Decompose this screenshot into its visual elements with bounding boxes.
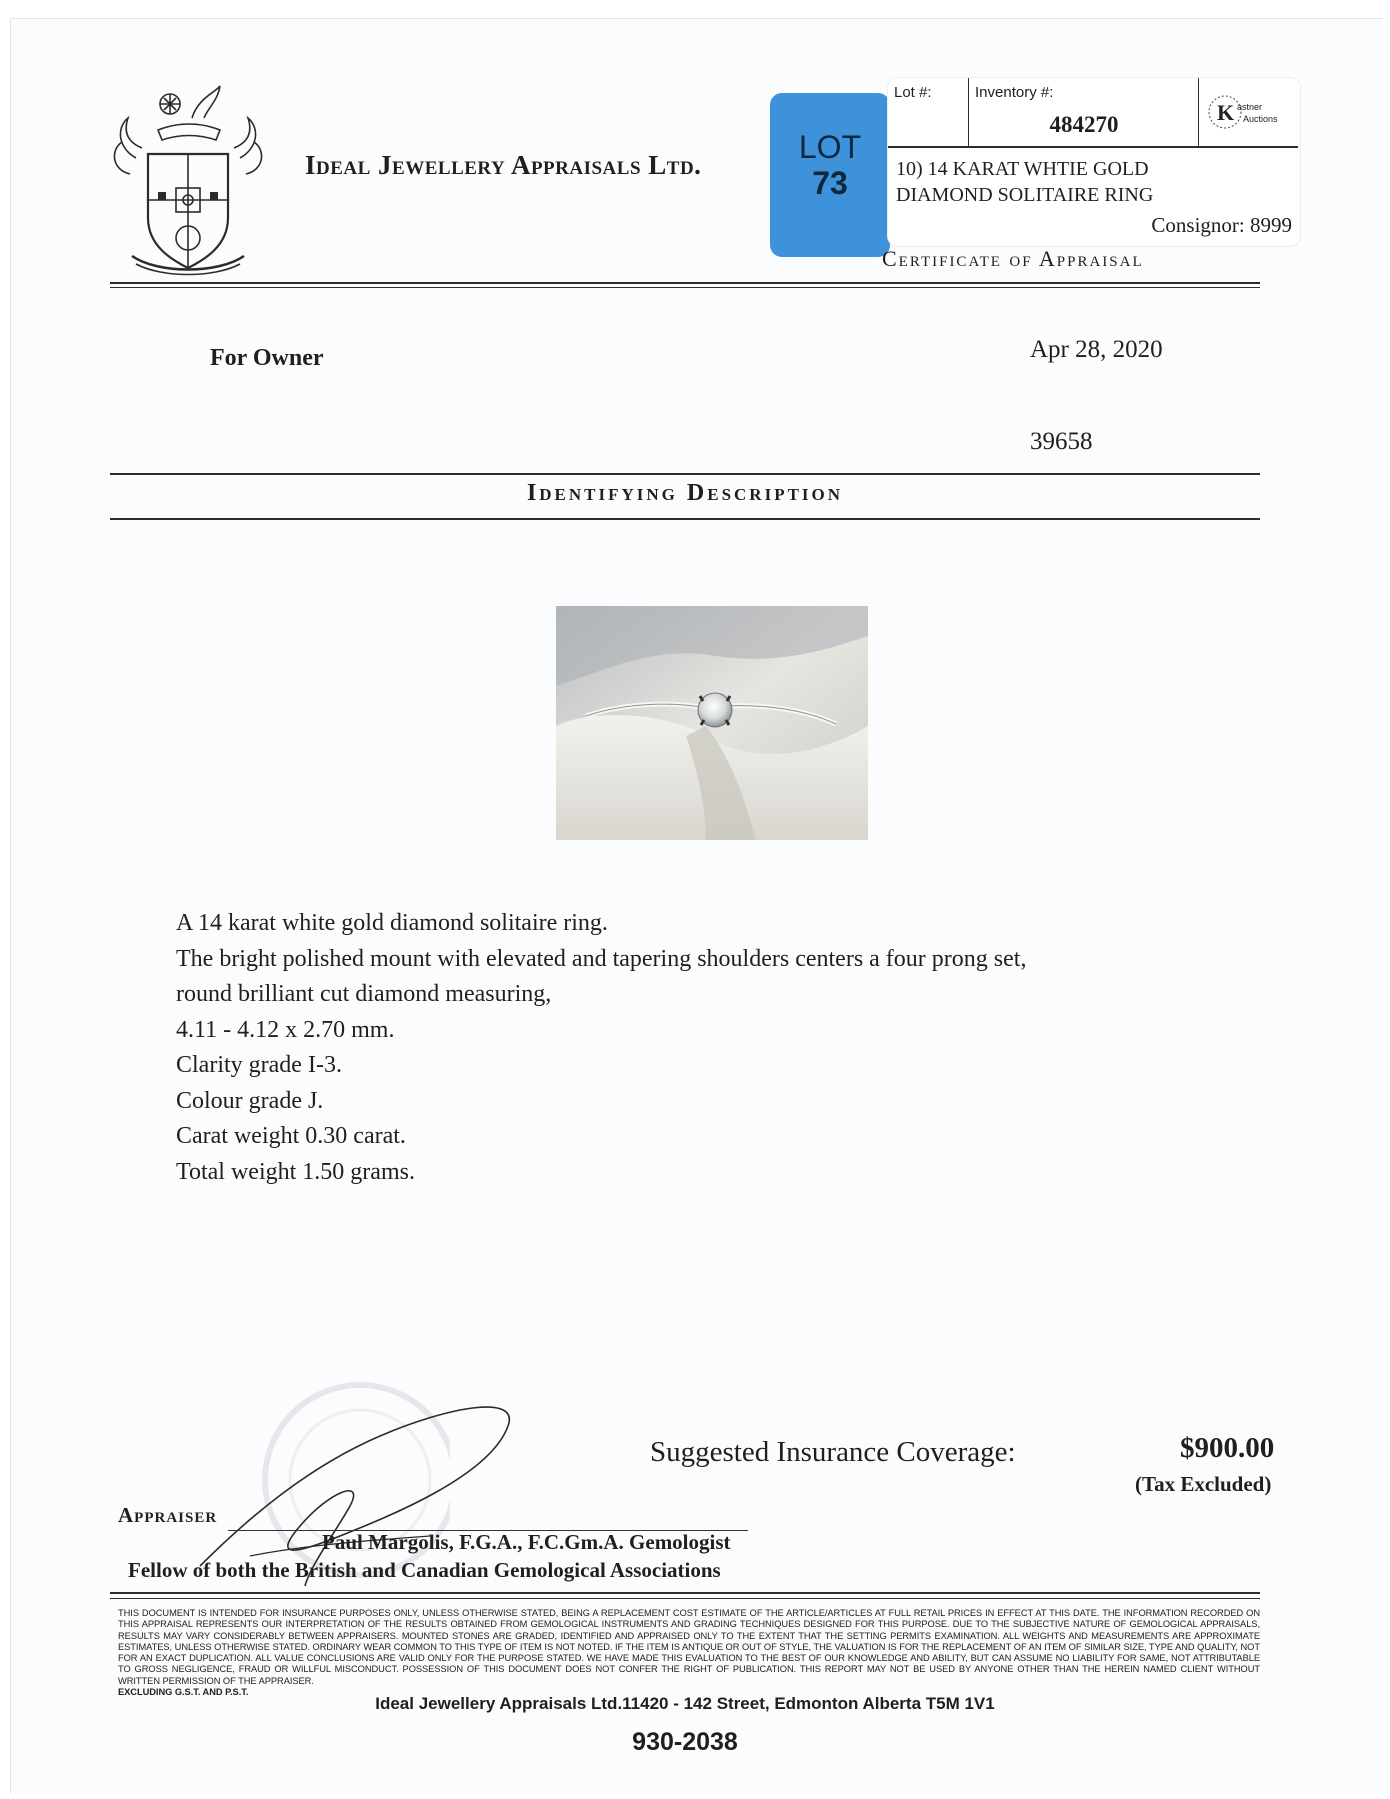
lot-badge xyxy=(770,93,890,257)
disclaimer-text: THIS DOCUMENT IS INTENDED FOR INSURANCE PURPOSES ONLY, UNLESS OTHERWISE STATED, BEING A REPLACEMENT COST ESTIMATE OF THE ARTICLE/ARTICLES AT FULL RETAIL PRICES IN EFFECT AT THIS DATE. THE INFORMATION RECORDED ON THIS APPRAISAL REPRESENTS OUR INTERPRETATION OF THE RESULTS OBTAINED FROM GEMOLOGICAL INSTRUMENTS AND GRADING TECHNIQUES DESIGNED FOR THIS PURPOSE. DUE TO THE SUBJECTIVE NATURE OF GEMOLOGICAL APPRAISALS, RESULTS MAY VARY CONSIDERABLY BETWEEN APPRAISERS. MOUNTED STONES ARE GRADED, IDENTIFIED AND APPRAISED ONLY TO THE EXTENT THAT THE SETTING PERMITS EXAMINATION. ALL WEIGHTS AND MEASUREMENTS ARE APPROXIMATE ESTIMATES, UNLESS OTHERWISE STATED. ORDINARY WEAR COMMON TO THIS TYPE OF ITEM IS NOT NOTED. IF THE ITEM IS ANTIQUE OR OUT OF STYLE, THE VALUATION IS FOR THE REPLACEMENT OF AN ITEM OF SIMILAR SIZE, TYPE AND QUALITY, NOT FOR AN EXACT DUPLICATION. ALL VALUE CONCLUSIONS ARE VALID ONLY FOR THE PURPOSE STATED. WE HAVE MADE THIS EVALUATION TO THE BEST OF OUR KNOWLEDGE AND ABILITY, BUT CAN ASSUME NO LIABILITY FOR SAME, NOT ATTRIBUTABLE TO GROSS NEGLIGENCE, FRAUD OR WILLFUL MISCONDUCT. POSSESSION OF THIS DOCUMENT DOES NOT CONFER THE RIGHT OF PUBLICATION. THIS REPORT MAY NOT BE USED BY ANYONE OTHER THAN THE HEREIN NAMED CLIENT WITHOUT WRITTEN PERMISSION OF THE APPRAISER. xyxy=(118,1608,1260,1686)
certificate-title: Certificate of Appraisal xyxy=(882,246,1144,271)
lot-number-label: Lot #: xyxy=(894,84,932,101)
svg-text:K: K xyxy=(1217,100,1235,125)
certificate-number: 39658 xyxy=(1030,428,1093,455)
inventory-number: 484270 xyxy=(1049,112,1119,137)
lot-badge-number: 73 xyxy=(812,165,848,201)
owner-label: For Owner xyxy=(210,345,324,371)
appraiser-name: Paul Margolis, F.G.A., F.C.Gm.A. Gemologist xyxy=(322,1530,731,1554)
footer-address: Ideal Jewellery Appraisals Ltd.11420 - 142 Street, Edmonton Alberta T5M 1V1 xyxy=(375,1694,995,1713)
identifying-description-title: Identifying Description xyxy=(526,480,844,506)
auction-tag xyxy=(888,78,1300,246)
coverage-label: Suggested Insurance Coverage: xyxy=(650,1436,1016,1468)
description-line: 4.11 - 4.12 x 2.70 mm. xyxy=(176,1016,395,1043)
identifying-description-text xyxy=(176,906,1026,1190)
coverage-tax-note: (Tax Excluded) xyxy=(1135,1472,1272,1496)
consignor: Consignor: 8999 xyxy=(1151,213,1292,237)
disclaimer-tax-exclusion: EXCLUDING G.S.T. AND P.S.T. xyxy=(118,1687,249,1698)
inventory-cell xyxy=(968,78,1199,146)
description-rule-bottom xyxy=(110,518,1260,520)
header-rule-top xyxy=(110,282,1260,284)
disclaimer xyxy=(118,1608,1260,1698)
auction-logo-cell xyxy=(1198,78,1299,146)
description-line: Carat weight 0.30 carat. xyxy=(176,1123,406,1149)
svg-text:Auctions: Auctions xyxy=(1243,114,1278,124)
appraiser-label: Appraiser xyxy=(118,1503,218,1527)
crest-icon xyxy=(108,78,268,278)
footer-rule-top xyxy=(110,1592,1260,1594)
description-line: Clarity grade I-3. xyxy=(176,1052,342,1078)
auction-tag-header xyxy=(888,78,1298,148)
description-line: The bright polished mount with elevated and tapering shoulders centers a four prong set, xyxy=(176,945,1027,972)
auction-tag-description-line1: 10) 14 KARAT WHTIE GOLD xyxy=(896,158,1149,180)
lot-number-cell xyxy=(888,78,968,146)
auction-tag-description xyxy=(896,156,1153,208)
footer-rule-bottom xyxy=(110,1598,1260,1599)
footer-phone: 930-2038 xyxy=(632,1728,738,1756)
description-rule-top xyxy=(110,473,1260,475)
lot-badge-word: LOT xyxy=(798,129,862,165)
coverage-amount: $900.00 xyxy=(1180,1432,1275,1464)
description-line: A 14 karat white gold diamond solitaire ring. xyxy=(176,910,608,936)
company-name: Ideal Jewellery Appraisals Ltd. xyxy=(305,150,702,180)
kastner-auctions-logo-icon xyxy=(1207,84,1287,140)
auction-tag-description-line2: DIAMOND SOLITAIRE RING xyxy=(896,184,1154,206)
appraiser-title: Fellow of both the British and Canadian Gemological Associations xyxy=(128,1558,721,1582)
description-line: Colour grade J. xyxy=(176,1087,324,1114)
ring-photo xyxy=(556,606,868,840)
description-line: round brilliant cut diamond measuring, xyxy=(176,981,552,1007)
svg-text:astner: astner xyxy=(1237,102,1263,112)
description-line: Total weight 1.50 grams. xyxy=(176,1158,415,1185)
inventory-label: Inventory #: xyxy=(975,84,1054,101)
header-rule-bottom xyxy=(110,287,1260,288)
appraisal-date: Apr 28, 2020 xyxy=(1030,336,1163,363)
